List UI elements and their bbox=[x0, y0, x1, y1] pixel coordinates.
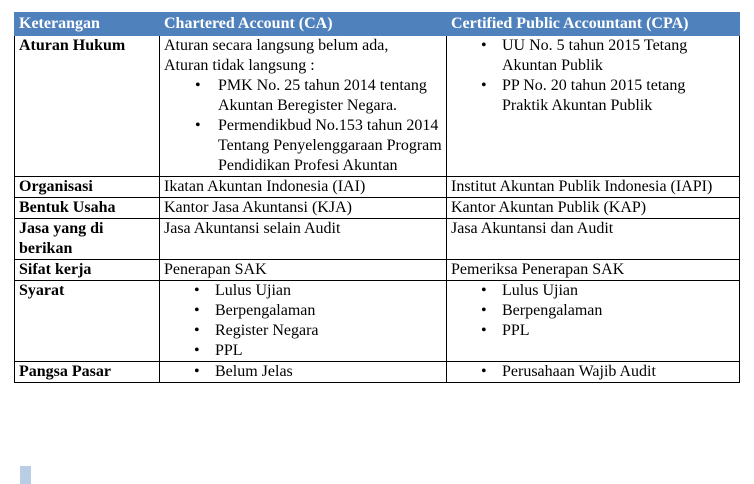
text-cursor-marker bbox=[20, 466, 31, 484]
list-item: • Lulus Ujian bbox=[451, 281, 735, 301]
row-organisasi bbox=[15, 177, 740, 198]
cell-aturan-cpa bbox=[447, 36, 740, 177]
cell-sifat-ca: Penerapan SAK bbox=[160, 260, 447, 281]
list-item: • UU No. 5 tahun 2015 Tetang Akuntan Publik bbox=[451, 36, 735, 76]
pangsa-ca-list bbox=[164, 362, 442, 382]
list-item: • PPL bbox=[451, 321, 735, 341]
syarat-ca-list bbox=[164, 281, 442, 361]
cell-organisasi-cpa: Institut Akuntan Publik Indonesia (IAPI) bbox=[447, 177, 740, 198]
aturan-ca-intro-2: Aturan tidak langsung : bbox=[164, 57, 315, 74]
row-aturan-hukum bbox=[15, 36, 740, 177]
list-item: • Belum Jelas bbox=[164, 362, 442, 382]
label-bentuk-usaha: Bentuk Usaha bbox=[15, 198, 160, 219]
list-item: • PP No. 20 tahun 2015 tetang Praktik Akuntan Publik bbox=[451, 76, 735, 116]
label-sifat-kerja: Sifat kerja bbox=[15, 260, 160, 281]
cell-organisasi-ca: Ikatan Akuntan Indonesia (IAI) bbox=[160, 177, 447, 198]
list-item: • PMK No. 25 tahun 2014 tentang Akuntan Beregister Negara. bbox=[164, 76, 442, 116]
label-organisasi: Organisasi bbox=[15, 177, 160, 198]
cell-bentuk-cpa: Kantor Akuntan Publik (KAP) bbox=[447, 198, 740, 219]
cell-bentuk-ca: Kantor Jasa Akuntansi (KJA) bbox=[160, 198, 447, 219]
header-keterangan: Keterangan bbox=[15, 13, 160, 36]
cell-sifat-cpa: Pemeriksa Penerapan SAK bbox=[447, 260, 740, 281]
comparison-table bbox=[14, 12, 740, 383]
document-page bbox=[0, 0, 8, 484]
label-aturan-hukum: Aturan Hukum bbox=[15, 36, 160, 177]
cell-jasa-cpa: Jasa Akuntansi dan Audit bbox=[447, 219, 740, 260]
list-item: • Permendikbud No.153 tahun 2014 Tentang Penyelenggaraan Program Pendidikan Profesi Akuntan bbox=[164, 116, 442, 176]
cell-aturan-ca bbox=[160, 36, 447, 177]
cell-jasa-ca: Jasa Akuntansi selain Audit bbox=[160, 219, 447, 260]
aturan-ca-intro-1: Aturan secara langsung belum ada, bbox=[164, 37, 389, 54]
aturan-cpa-list bbox=[451, 36, 735, 116]
aturan-ca-list bbox=[164, 76, 442, 176]
syarat-cpa-list bbox=[451, 281, 735, 341]
list-item: • Register Negara bbox=[164, 321, 442, 341]
label-syarat: Syarat bbox=[15, 281, 160, 362]
header-ca: Chartered Account (CA) bbox=[160, 13, 447, 36]
row-pangsa-pasar bbox=[15, 362, 740, 383]
row-jasa bbox=[15, 219, 740, 260]
label-jasa: Jasa yang di berikan bbox=[15, 219, 160, 260]
cell-syarat-ca bbox=[160, 281, 447, 362]
row-bentuk-usaha bbox=[15, 198, 740, 219]
list-item: • Perusahaan Wajib Audit bbox=[451, 362, 735, 382]
cell-pangsa-cpa bbox=[447, 362, 740, 383]
header-cpa: Certified Public Accountant (CPA) bbox=[447, 13, 740, 36]
label-pangsa-pasar: Pangsa Pasar bbox=[15, 362, 160, 383]
cell-pangsa-ca bbox=[160, 362, 447, 383]
list-item: • Lulus Ujian bbox=[164, 281, 442, 301]
cell-syarat-cpa bbox=[447, 281, 740, 362]
list-item: • PPL bbox=[164, 341, 442, 361]
row-sifat-kerja bbox=[15, 260, 740, 281]
pangsa-cpa-list bbox=[451, 362, 735, 382]
list-item: • Berpengalaman bbox=[164, 301, 442, 321]
list-item: • Berpengalaman bbox=[451, 301, 735, 321]
header-row bbox=[15, 13, 740, 36]
row-syarat bbox=[15, 281, 740, 362]
